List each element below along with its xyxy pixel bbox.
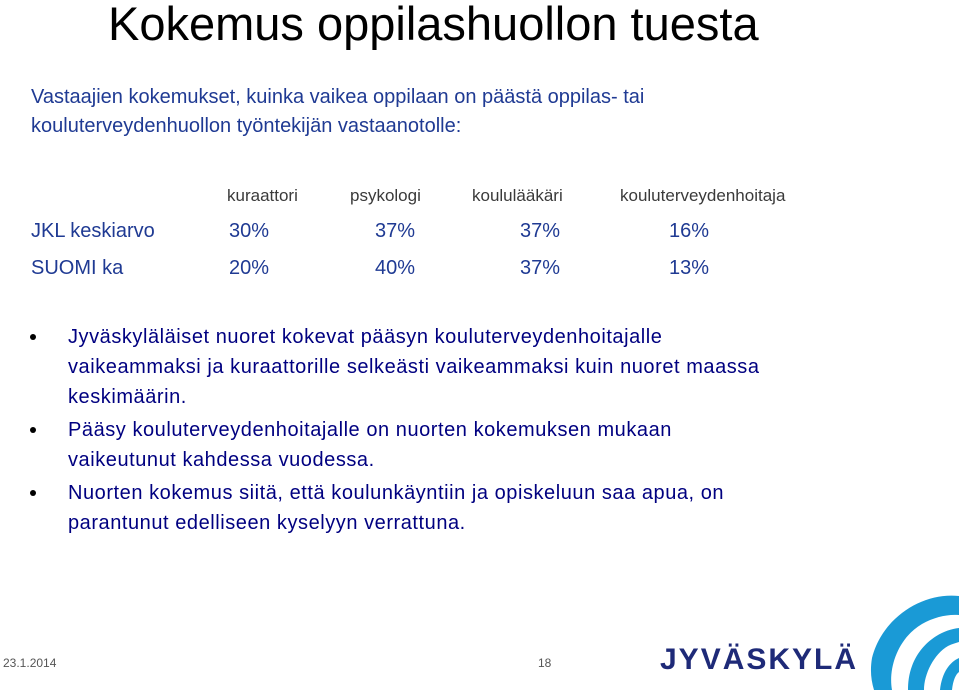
jkl-kouluterveydenhoitaja-value: 16% [669, 220, 710, 242]
bullet-line: Pääsy kouluterveydenhoitajalle on nuorten kokemuksen mukaan [68, 419, 672, 441]
jkl-psykologi-value: 37% [375, 220, 416, 242]
jyvaskyla-logo: JYVÄSKYLÄ [660, 643, 859, 676]
row-label-suomi: SUOMI ka [31, 257, 124, 279]
comparison-table [0, 180, 900, 290]
intro-line-2: kouluterveydenhuollon työntekijän vastaanotolle: [31, 115, 462, 137]
suomi-koululaakari-value: 37% [520, 257, 561, 279]
footer-date: 23.1.2014 [3, 656, 57, 670]
jkl-kuraattori-value: 30% [229, 220, 270, 242]
header-koululaakari: koululääkäri [472, 186, 563, 205]
bullet-dot-icon [30, 490, 36, 496]
page-title: Kokemus oppilashuollon tuesta [108, 0, 759, 50]
header-psykologi: psykologi [350, 186, 421, 205]
suomi-kuraattori-value: 20% [229, 257, 270, 279]
bullet-item [30, 322, 930, 412]
suomi-psykologi-value: 40% [375, 257, 416, 279]
bullet-list [30, 322, 930, 541]
bullet-line: vaikeutunut kahdessa vuodessa. [68, 449, 375, 471]
bullet-line: Nuorten kokemus siitä, että koulunkäyntiin ja opiskeluun saa apua, on [68, 482, 725, 504]
header-kouluterveydenhoitaja: kouluterveydenhoitaja [620, 186, 786, 205]
bullet-line: Jyväskyläläiset nuoret kokevat pääsyn kouluterveydenhoitajalle [68, 326, 663, 348]
page-number: 18 [538, 656, 552, 670]
bullet-line: keskimäärin. [68, 386, 187, 408]
header-kuraattori: kuraattori [227, 186, 298, 205]
bullet-line: vaikeammaksi ja kuraattorille selkeästi vaikeammaksi kuin nuoret maassa [68, 356, 760, 378]
bullet-item [30, 415, 930, 475]
bullet-item [30, 478, 930, 538]
jkl-koululaakari-value: 37% [520, 220, 561, 242]
bullet-dot-icon [30, 427, 36, 433]
suomi-kouluterveydenhoitaja-value: 13% [669, 257, 710, 279]
intro-text [31, 83, 644, 141]
bullet-dot-icon [30, 334, 36, 340]
row-label-jkl: JKL keskiarvo [31, 220, 155, 242]
swirl-logo-icon [862, 588, 959, 690]
bullet-line: parantunut edelliseen kyselyyn verrattuna. [68, 512, 466, 534]
intro-line-1: Vastaajien kokemukset, kuinka vaikea oppilaan on päästä oppilas- tai [31, 86, 645, 108]
